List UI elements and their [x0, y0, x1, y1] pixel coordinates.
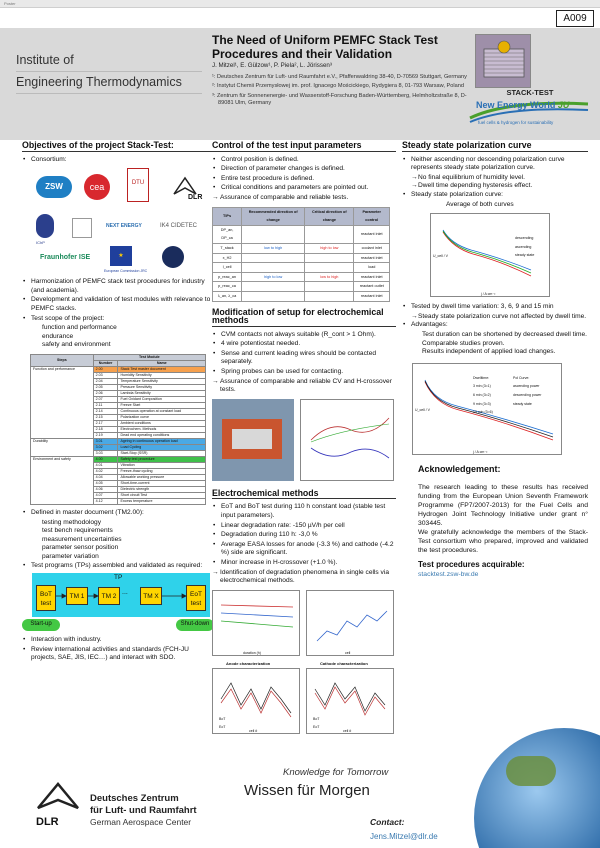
cathode-plot [306, 668, 394, 734]
table-name-cell: Start-Stop (SSR) [118, 450, 206, 456]
table-number-cell: 2.03 [93, 372, 118, 378]
objectives-heading: Objectives of the project Stack-Test: [22, 141, 214, 152]
objective-bullet-3: • Test scope of the project: [22, 315, 214, 324]
electrochem-bullet-2: • Linear degradation rate: -150 µV/h per cell [212, 522, 396, 531]
table-number-cell: 4.05 [93, 480, 118, 486]
table-number-cell: 2.19 [93, 432, 118, 438]
tmx-box: TM X [140, 587, 162, 605]
table-name-cell: Lambda Sensitivity [118, 390, 206, 396]
table-cell: high to low [242, 272, 305, 282]
degradation-plot [212, 590, 300, 656]
ack-text: The research leading to these results has received funding from the European Union Seventh Framework Programme (FP7/2007-2013) for the Fuel Cells and Hydrogen Joint Technology Initiative under grant n° 303445. [418, 484, 588, 528]
steady-sub-3: → Steady state polarization curve not affected by dwell time. [402, 313, 588, 322]
master-doc-item: parameter sensor position [42, 544, 119, 552]
polarization-plot-2-curve-legend: Pol Curve: ascending power descending power steady state [513, 375, 542, 406]
dlr-logo [34, 780, 84, 830]
new-energy-world-text: New Energy World JU [476, 100, 570, 110]
affiliation-3: ³: Zentrum für Sonnenenergie- und Wasserstoff-Forschung Baden-Württemberg, Helmholtzstraße 8, D-89081 Ulm, Germany [212, 92, 467, 106]
advantage-item: Test duration can be shortened by decreased dwell time. [422, 330, 587, 338]
modification-bullet-4: • Spring probes can be used for contacting. [212, 368, 396, 377]
table-row [213, 291, 390, 301]
pc-header-tips: TIPs [213, 207, 242, 225]
pc-header-recommended: Recommended direction of change [242, 207, 305, 225]
polarization-plot-2 [412, 363, 562, 455]
affiliation-1: ¹: Deutsches Zentrum für Luft- und Raumfahrt e.V., Pfaffenwaldring 38-40, D-70569 Stuttgart, Germany [212, 74, 467, 80]
modification-conclusion: → Assurance of comparable and reliable CV and H-crossover tests. [212, 378, 396, 395]
table-cell: reactant outlet [354, 282, 390, 292]
table-cell [305, 282, 354, 292]
contact-email[interactable]: Jens.Mitzel@dlr.de [370, 832, 438, 841]
steady-bullet-4: • Advantages: [402, 321, 588, 330]
table-number-cell: 2.05 [93, 384, 118, 390]
modification-heading: Modification of setup for electrochemical methods [212, 308, 396, 327]
partner-logo-dtu: DTU [127, 168, 149, 202]
partner-logo-zsw: ZSW [36, 176, 72, 198]
table-header-name: Name [118, 360, 206, 366]
table-row [213, 225, 390, 243]
table-cell: coolant inlet [354, 243, 390, 253]
degradation-plot-xlabel: duration (h) [243, 650, 261, 655]
modification-bullet-1: • CVM contacts not always suitable (R_cont > 1 Ohm). [212, 331, 396, 340]
table-number-cell: 4.12 [93, 498, 118, 504]
top-strip [0, 0, 600, 8]
contact-label: Contact: [370, 817, 405, 827]
partner-logo-seal [162, 246, 184, 268]
table-cell [242, 291, 305, 301]
table-header-steps: Steps [31, 354, 94, 366]
electrochem-conclusion: → Identification of degradation phenomena in single cells via electrochemical methods. [212, 569, 396, 586]
modification-bullet-2: • 4 wire potentiostat needed. [212, 340, 396, 349]
electrochem-heading: Electrochemical methods [212, 489, 396, 500]
table-cell [305, 225, 354, 243]
tm2-box: TM 2 [98, 587, 120, 605]
bot-test-box: BoT test [36, 585, 56, 611]
anode-plot-legend: BoT EoT [219, 716, 226, 730]
procedures-heading: Test procedures acquirable: [418, 560, 525, 570]
steady-sub-2: → Dwell time depending hysteresis effect. [402, 182, 588, 191]
table-name-cell: Ambient conditions [118, 420, 206, 426]
electrochem-bullet-4: • Average EASA losses for anode (-3.3 %) and cathode (-4.2 %) side are significant. [212, 541, 396, 558]
table-cell: I_cell [213, 263, 242, 273]
cathode-plot-xlabel: cell # [343, 728, 352, 733]
tagline: Knowledge for Tomorrow [283, 767, 389, 778]
table-number-cell: 2.11 [93, 402, 118, 408]
crossover-plot [306, 590, 394, 656]
table-name-cell: Allowable working pressure [118, 474, 206, 480]
objective-bullet-2: • Development and validation of test modules with relevance to PEMFC stacks. [22, 296, 214, 313]
table-name-cell: Short-time-current [118, 480, 206, 486]
table-cell [242, 225, 305, 243]
institute-line-2: Engineering Thermodynamics [16, 72, 202, 94]
table-number-cell: 4.04 [93, 474, 118, 480]
electrochem-bullet-3: • Degradation during 110 h: -3,0 % [212, 531, 396, 540]
table-number-cell: 2.06 [93, 390, 118, 396]
new-energy-world-sub: fuel cells & hydrogen for sustainability [478, 120, 554, 125]
polarization-plot-1-ylabel: U_cell / V [433, 254, 448, 259]
table-number-cell: 2.18 [93, 426, 118, 432]
scope-item: endurance [42, 332, 74, 340]
table-number-cell: 3.03 [93, 450, 118, 456]
advantages-list [402, 331, 588, 357]
table-name-cell: Stack Test master document [118, 366, 206, 372]
stack-test-logo: STACK-TEST [506, 88, 554, 97]
control-bullet-4: • Critical conditions and parameters are pointed out. [212, 184, 396, 193]
table-row [213, 253, 390, 263]
table-row [213, 272, 390, 282]
table-name-cell: Electrochem. Methods [118, 426, 206, 432]
top-strip-text: Poster [4, 1, 16, 6]
table-cell: load [354, 263, 390, 273]
table-cell [305, 291, 354, 301]
closing-bullet-2: • Review international activities and standards (FCH-JU projects, SAE, JIS, IEC…) and interact with SDO. [22, 646, 214, 663]
partner-logo-ec-text: European Commission JRC [104, 269, 148, 274]
master-doc-items [22, 519, 214, 562]
tm-ellipsis: ... [122, 589, 128, 597]
table-cell: reactant inlet [354, 291, 390, 301]
table-header-number: Number [93, 360, 118, 366]
table-step-cell: Durability [31, 438, 94, 456]
control-column [212, 141, 396, 738]
table-cell: reactant inlet [354, 272, 390, 282]
shut-down-pill: Shut-down [176, 619, 214, 631]
anode-plot [212, 668, 300, 734]
setup-photo-plate [232, 429, 272, 449]
partner-logo-fraunhofer: Fraunhofer ISE [40, 254, 91, 262]
scope-list [22, 324, 214, 350]
control-bullet-2: • Direction of parameter changes is defined. [212, 165, 396, 174]
table-cell: reactant inlet [354, 253, 390, 263]
table-cell [242, 263, 305, 273]
table-cell: λ_an, λ_ca [213, 291, 242, 301]
modification-bullet-3: • Sense and current leading wires should be contacted separately. [212, 350, 396, 367]
table-row [213, 243, 390, 253]
polarization-plot-1 [430, 213, 550, 297]
dlr-logo-text: DLR [36, 816, 59, 828]
partner-logo-ec: ★ [110, 246, 132, 266]
advantage-item: Results independent of applied load changes. [422, 348, 556, 356]
table-name-cell: Pressure Sensitivity [118, 384, 206, 390]
table-name-cell: Vibration [118, 462, 206, 468]
table-cell: low to high [305, 272, 354, 282]
procedures-link[interactable]: stacktest.zsw-bw.de [418, 570, 479, 578]
cv-plot [300, 399, 394, 481]
partner-logo-ichp: IChP [36, 214, 54, 238]
table-number-cell: 2.00 [93, 366, 118, 372]
cathode-plot-title: Cathode characterization [320, 660, 368, 666]
anode-plot-xlabel: cell # [249, 728, 258, 733]
table-name-cell: Ageing in continuous operation load [118, 438, 206, 444]
table-name-cell: Dead end operating conditions [118, 432, 206, 438]
partner-logo-next-energy: NEXT ENERGY [106, 223, 142, 230]
table-row [213, 282, 390, 292]
scope-item: function and performance [42, 324, 117, 332]
ack-heading: Acknowledgement: [418, 463, 501, 474]
tp-intro-bullet: • Test programs (TPs) assembled and validated as required: [22, 562, 214, 571]
table-number-cell: 2.14 [93, 408, 118, 414]
polarization-plot-1-xlabel: j / A cm⁻² [481, 292, 496, 297]
partner-logo-ik4: IK4 CIDETEC [160, 223, 198, 230]
consortium-label: • Consortium: [22, 156, 214, 165]
table-name-cell: Freeze-thaw cycling [118, 468, 206, 474]
objectives-column [22, 141, 214, 664]
table-number-cell: 4.06 [93, 486, 118, 492]
anode-plot-title: Anode characterization [226, 660, 271, 666]
tagline-de: Wissen für Morgen [244, 782, 370, 799]
scope-item: safety and environment [42, 341, 111, 349]
stack-icon [476, 35, 532, 89]
table-header-test-module: Test Module [93, 354, 205, 360]
table-number-cell: 4.02 [93, 468, 118, 474]
advantage-item: Comparable studies proven. [422, 339, 505, 347]
table-cell [305, 253, 354, 263]
table-name-cell: Load Cycling [118, 444, 206, 450]
table-name-cell: Temperature Sensitivity [118, 378, 206, 384]
ack-text-2: We gratefully acknowledge the members of the Stack-Test consortium who prepared, improved and validated the test procedures. [418, 529, 588, 555]
partner-logo-cea: cea [84, 174, 110, 200]
table-cell: low to high [242, 243, 305, 253]
parameter-control-table [212, 207, 390, 302]
table-number-cell: 2.17 [93, 420, 118, 426]
table-step-cell: Function and performance [31, 366, 94, 438]
authors: J. Mitzel¹, E. Gülzow¹, P. Piela², L. Jörissen³ [212, 62, 332, 69]
closing-bullet-1: • Interaction with industry. [22, 636, 214, 645]
pc-header-critical: Critical direction of change [305, 207, 354, 225]
steady-bullet-3: • Tested by dwell time variation: 3, 6, 9 and 15 min [402, 303, 588, 312]
table-cell [242, 253, 305, 263]
table-number-cell: 2.07 [93, 396, 118, 402]
electrochem-bullet-5: • Minor increase in H-crossover (+1.0 %). [212, 559, 396, 568]
table-name-cell: Continuous operation at constant load [118, 408, 206, 414]
earth-globe-image [466, 712, 600, 848]
steady-bullet-2: • Steady state polarization curve: [402, 191, 588, 200]
eot-test-box: EoT test [186, 585, 206, 611]
master-doc-item: testing methodology [42, 518, 102, 526]
table-step-cell: Environment and safety [31, 456, 94, 504]
table-number-cell: 4.00 [93, 456, 118, 462]
table-cell: reactant inlet [354, 225, 390, 243]
poster-title: The Need of Uniform PEMFC Stack Test Procedures and their Validation [212, 33, 438, 61]
table-name-cell: Short circuit Test [118, 492, 206, 498]
polarization-plot-2-dwell-legend: Dwelltime: 3 min (3=1) 6 min (3=2) 9 min (3=3) 15 min (3=6) [473, 375, 493, 415]
table-cell: x_H2 [213, 253, 242, 263]
institute-line-1: Institute of [16, 50, 202, 72]
acknowledgement [418, 465, 588, 579]
stack-test-logo-image [475, 34, 531, 88]
dlr-name: Deutsches Zentrum für Luft- und Raumfahrt [90, 793, 197, 816]
table-name-cell: Humidity Sensitivity [118, 372, 206, 378]
table-cell [242, 282, 305, 292]
pc-header-control: Parameter control [354, 207, 390, 225]
table-number-cell: 4.01 [93, 462, 118, 468]
control-conclusion: → Assurance of comparable and reliable tests. [212, 194, 396, 203]
table-number-cell: 3.02 [93, 444, 118, 450]
objective-bullet-1: • Harmonization of PEMFC stack test procedures for industry (and academia). [22, 278, 214, 295]
table-name-cell: Safety test procedure [118, 456, 206, 462]
master-doc-item: test bench requirements [42, 527, 113, 535]
master-doc-item: parameter variation [42, 552, 99, 560]
steady-bullet-2-sub: Average of both curves [446, 200, 514, 208]
steady-heading: Steady state polarization curve [402, 141, 588, 152]
table-name-cell: Fuel Oxidant Composition [118, 396, 206, 402]
setup-figures [212, 399, 396, 483]
partner-logo-dlr-text: DLR [188, 194, 203, 202]
tm1-box: TM 1 [66, 587, 88, 605]
master-doc-bullet: • Defined in master document (TM2.00): [22, 509, 214, 518]
table-number-cell: 2.04 [93, 378, 118, 384]
table-name-cell: Freeze Start [118, 402, 206, 408]
start-up-pill: Start-up [22, 619, 60, 631]
test-module-rows [31, 366, 206, 504]
master-doc-item: measurement uncertainties [42, 535, 122, 543]
tp-diagram [22, 573, 214, 633]
affiliation-2: ²: Instytut Chemii Przemysłowej im. prof. Ignacego Mościckiego, Rydygiera 8, 01-793 Warsaw, Poland [212, 83, 464, 90]
poster-id: A009 [556, 10, 594, 27]
crossover-plot-xlabel: cell [345, 650, 351, 655]
partner-logo-grid [72, 218, 92, 238]
table-number-cell: 2.15 [93, 414, 118, 420]
new-energy-world-logo [468, 98, 590, 130]
table-cell: p_reac_an [213, 272, 242, 282]
table-cell: high to low [305, 243, 354, 253]
steady-sub-1: → No final equilibrium of humidity level. [402, 174, 588, 183]
dlr-sub: German Aerospace Center [90, 817, 192, 827]
partner-logos [22, 166, 214, 274]
control-bullet-1: • Control position is defined. [212, 156, 396, 165]
polarization-plot-2-ylabel: U_cell / V [415, 407, 430, 412]
steady-bullet-1: • Neither ascending nor descending polarization curve represents steady state polarization curve. [402, 156, 588, 173]
table-name-cell: Excess temperature [118, 498, 206, 504]
table-row [213, 263, 390, 273]
test-module-table [30, 354, 206, 505]
table-cell: p_reac_ca [213, 282, 242, 292]
parameter-control-rows [213, 225, 390, 301]
steady-column [402, 141, 588, 579]
table-cell: T_stack [213, 243, 242, 253]
table-name-cell: Polarization curve [118, 414, 206, 420]
table-number-cell: 3.01 [93, 438, 118, 444]
control-heading: Control of the test input parameters [212, 141, 396, 152]
polarization-plot-1-legend: descending ascending steady state [515, 236, 535, 258]
polarization-plot-2-xlabel: j / A cm⁻² [473, 449, 488, 454]
partner-logo-dlr [168, 172, 202, 206]
table-number-cell: 4.07 [93, 492, 118, 498]
affiliations [212, 74, 472, 109]
setup-photo [212, 399, 294, 481]
cathode-plot-legend: BoT EoT [313, 716, 320, 730]
electrochem-bullet-1: • EoT and BoT test during 110 h constant load (stable test input parameters). [212, 503, 396, 520]
table-cell: DP_an, DP_ca [213, 225, 242, 243]
table-cell [305, 263, 354, 273]
electrochem-plots [212, 590, 396, 738]
control-bullet-3: • Entire test procedure is defined. [212, 175, 396, 184]
table-name-cell: Dielectric strength [118, 486, 206, 492]
institute-name [16, 50, 202, 94]
tp-label: TP [114, 574, 123, 582]
